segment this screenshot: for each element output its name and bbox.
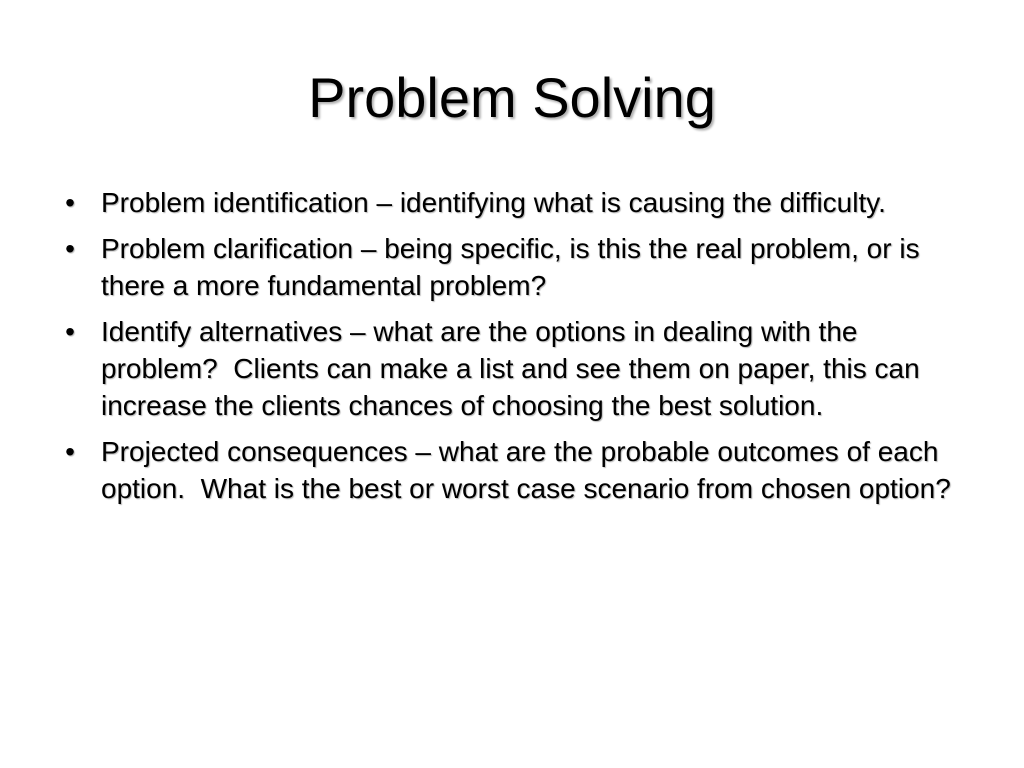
bullet-item-identify-alternatives	[60, 313, 970, 424]
bullet-item-projected-consequences	[60, 433, 970, 507]
bullet-item-problem-clarification	[60, 230, 970, 304]
bullet-icon: •	[65, 316, 75, 347]
bullet-icon: •	[65, 436, 75, 467]
bullet-item-problem-identification	[60, 184, 970, 221]
bullet-list	[60, 184, 970, 516]
bullet-text: Projected consequences – what are the probable outcomes of each option. What is the best or worst case scenario from chosen option?	[101, 436, 951, 504]
bullet-text: Problem identification – identifying what is causing the difficulty.	[101, 187, 886, 218]
bullet-icon: •	[65, 187, 75, 218]
bullet-text: Problem clarification – being specific, is this the real problem, or is there a more fundamental problem?	[101, 233, 928, 301]
bullet-icon: •	[65, 233, 75, 264]
slide-title: Problem Solving	[308, 66, 716, 129]
bullet-text: Identify alternatives – what are the options in dealing with the problem? Clients can make a list and see them on paper, this can increase the clients chances of choosing the best solution.	[101, 316, 928, 421]
